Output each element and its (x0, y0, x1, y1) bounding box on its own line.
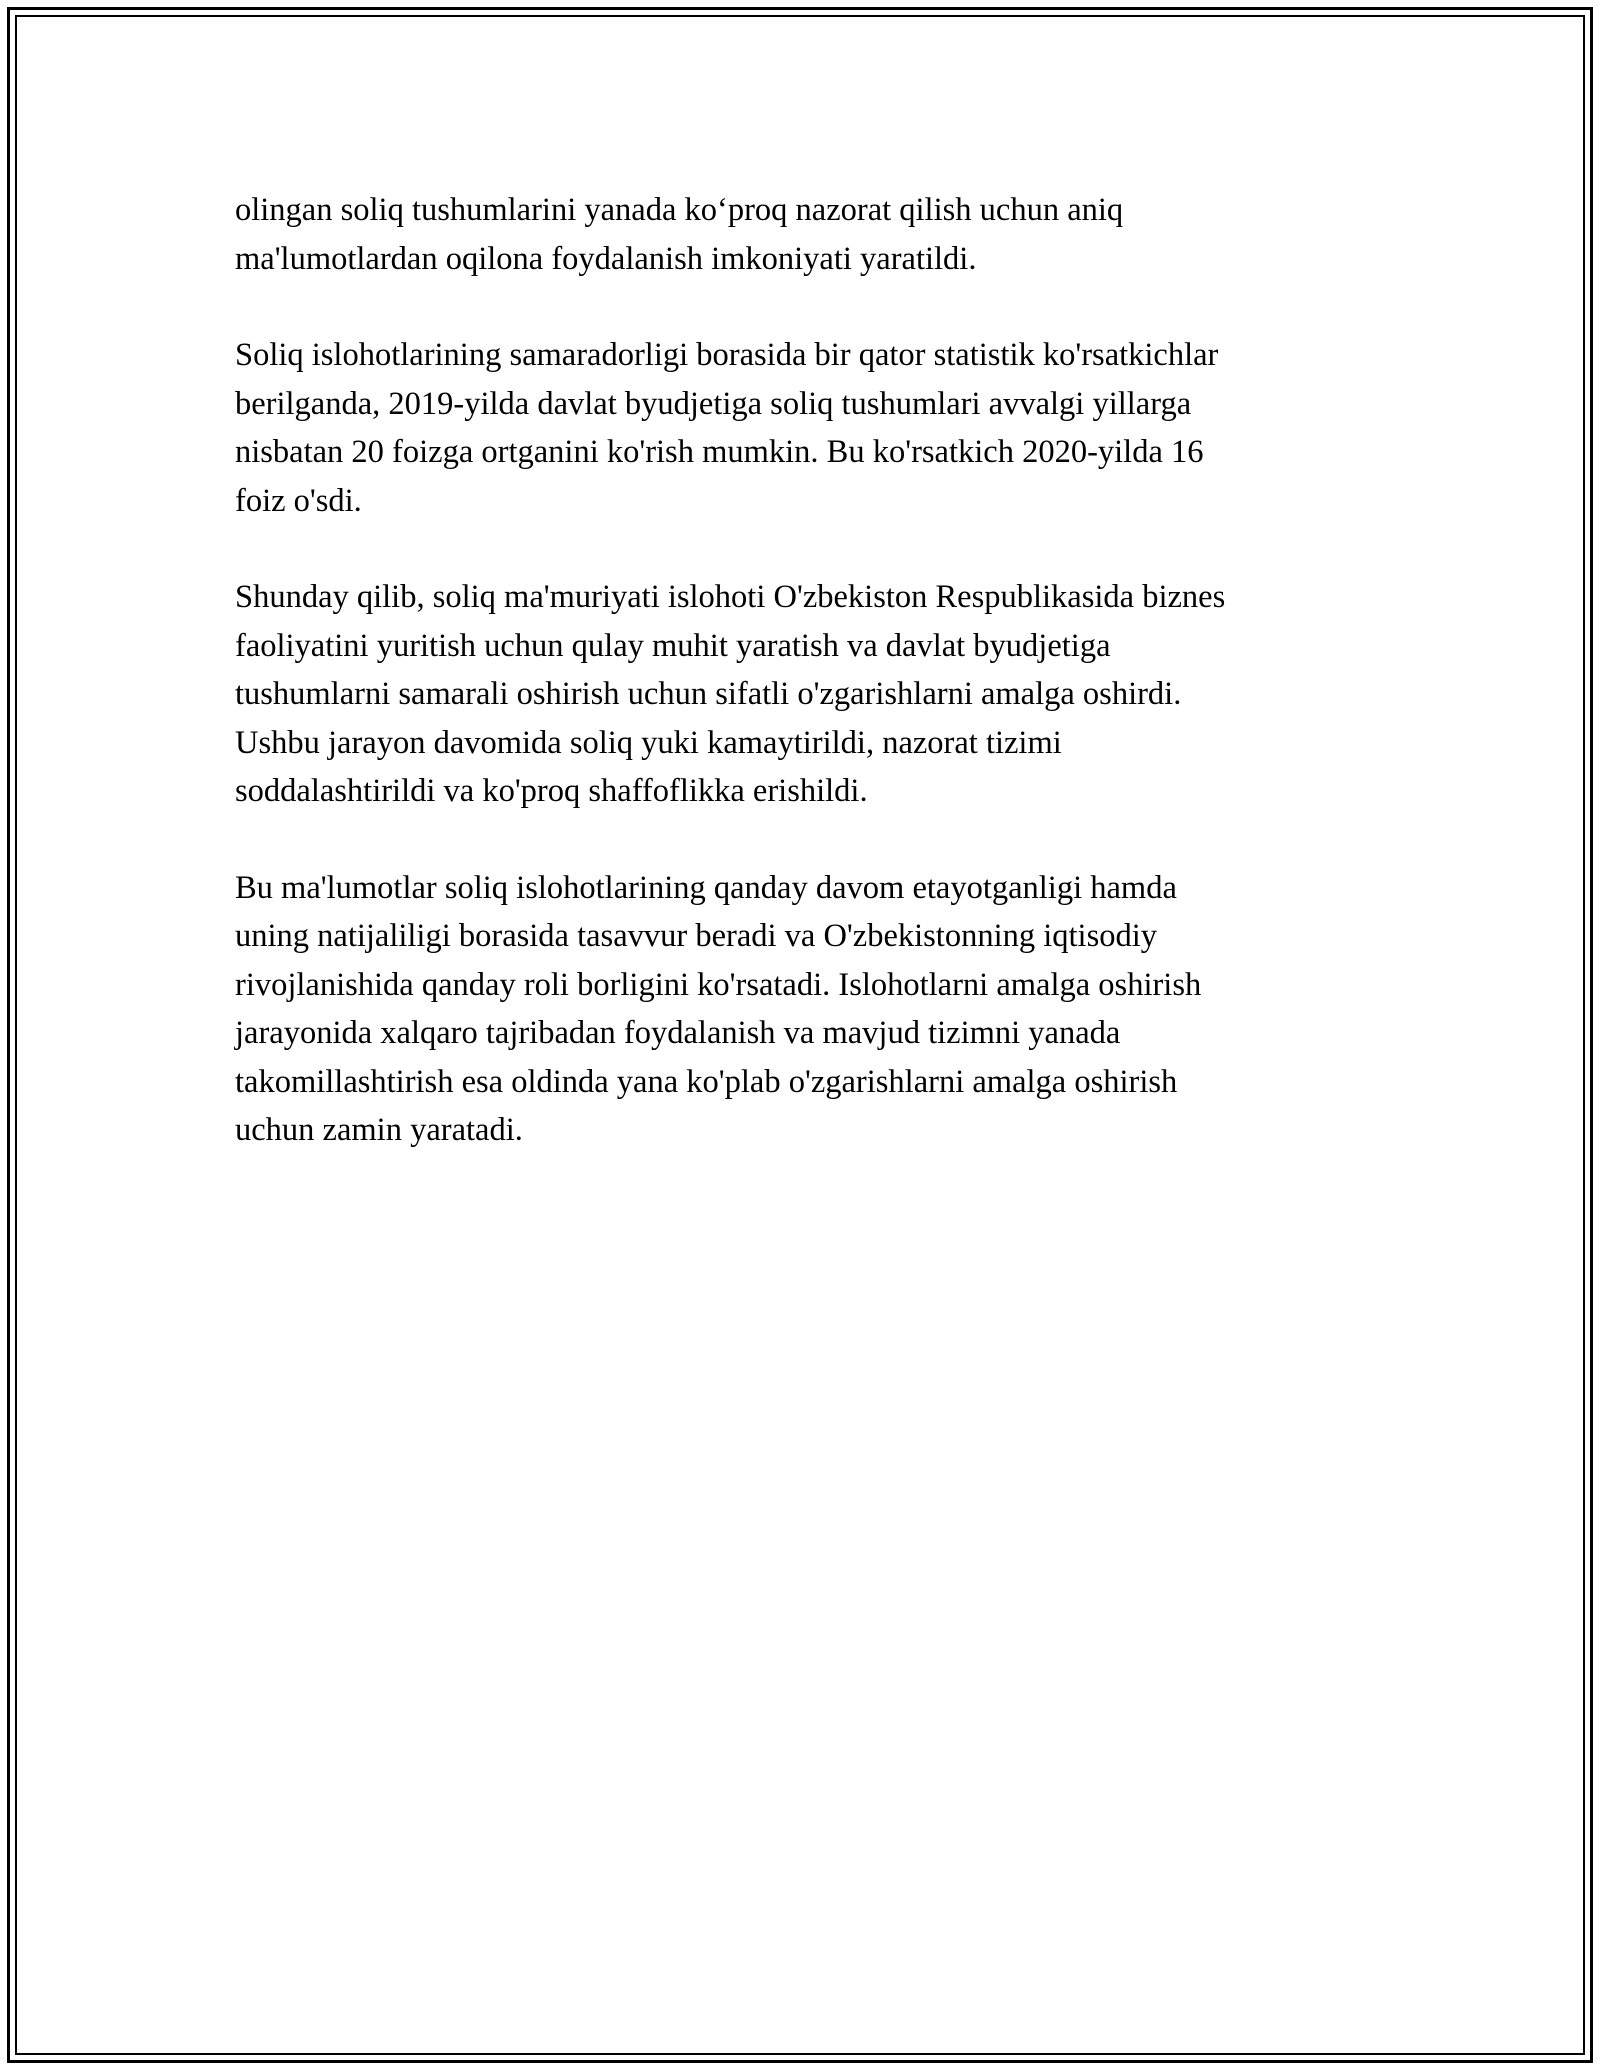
text-line: Ushbu jarayon davomida soliq yuki kamaytirildi, nazorat tizimi (235, 724, 1062, 761)
text-line: berilganda, 2019-yilda davlat byudjetiga soliq tushumlari avvalgi yillarga (235, 385, 1192, 422)
text-line: jarayonida xalqaro tajribadan foydalanish va mavjud tizimni yanada (235, 1015, 1121, 1051)
text-line: Shunday qilib, soliq ma'muriyati islohoti O'zbekiston Respublikasida biznes (235, 579, 1226, 615)
text-line: nisbatan 20 foizga ortganini ko'rish mumkin. Bu ko'rsatkich 2020-yilda 16 (235, 434, 1204, 470)
text-line: ma'lumotlardan oqilona foydalanish imkoniyati yaratildi. (235, 240, 977, 277)
text-line: olingan soliq tushumlarini yanada ko‘proq nazorat qilish uchun aniq (235, 192, 1124, 228)
document-body (235, 186, 1365, 1203)
paragraph-1 (235, 186, 1365, 283)
text-line: Soliq islohotlarining samaradorligi borasida bir qator statistik ko'rsatkichlar (235, 337, 1219, 373)
paragraph-3 (235, 573, 1365, 816)
text-line: soddalashtirildi va ko'proq shaffoflikka erishildi. (235, 773, 868, 809)
text-line: faoliyatini yuritish uchun qulay muhit yaratish va davlat byudjetiga (235, 627, 1111, 664)
paragraph-4 (235, 864, 1365, 1155)
text-line: takomillashtirish esa oldinda yana ko'plab o'zgarishlarni amalga oshirish (235, 1063, 1178, 1100)
text-line: foiz o'sdi. (235, 482, 362, 519)
text-line: uning natijaliligi borasida tasavvur beradi va O'zbekistonning iqtisodiy (235, 918, 1157, 954)
text-line: uchun zamin yaratadi. (235, 1112, 523, 1148)
text-line: tushumlarni samarali oshirish uchun sifatli o'zgarishlarni amalga oshirdi. (235, 676, 1182, 712)
text-line: Bu ma'lumotlar soliq islohotlarining qanday davom etayotganligi hamda (235, 869, 1177, 906)
paragraph-2 (235, 331, 1365, 525)
text-line: rivojlanishida qanday roli borligini ko'rsatadi. Islohotlarni amalga oshirish (235, 966, 1202, 1003)
